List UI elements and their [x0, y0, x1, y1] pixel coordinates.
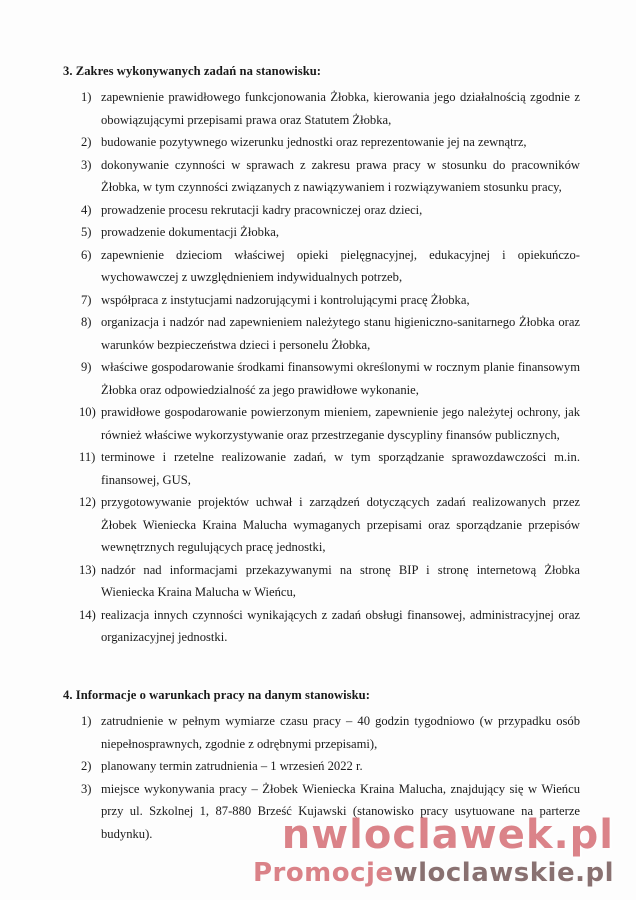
list-item-number: 2)	[81, 759, 92, 773]
list-item-number: 6)	[81, 247, 92, 262]
list-item-number: 12)	[79, 495, 96, 509]
task-list-item	[0, 446, 636, 491]
list-item-text: dokonywanie czynności w sprawach z zakresu prawa pracy w stosunku do pracowników Żłobka, w tym czynności związanych z nawiązywaniem i rozwiązywaniem stosunku pracy,	[101, 157, 580, 194]
task-list-item	[0, 221, 636, 244]
task-list-item	[0, 311, 636, 356]
list-item-text: prowadzenie dokumentacji Żłobka,	[101, 225, 279, 239]
watermark-logo-part1: Promocje	[252, 858, 394, 888]
list-item-text: właściwe gospodarowanie środkami finansowymi określonymi w rocznym planie finansowym Żłobka oraz odpowiedzialność za jego prawidłowe wykonanie,	[101, 360, 580, 397]
list-item-text: miejsce wykonywania pracy – Żłobek Wieniecka Kraina Malucha, znajdujący się w Wieńcu przy ul. Szkolnej 1, 87-880 Brześć Kujawski (stanowisko pracy usytuowane na parterze budynku).	[101, 781, 580, 841]
list-item-text: organizacja i nadzór nad zapewnieniem należytego stanu higieniczno-sanitarnego Żłobka oraz warunków bezpieczeństwa dzieci i personelu Żłobka,	[101, 315, 580, 352]
list-item-text: zapewnienie prawidłowego funkcjonowania Żłobka, kierowania jego działalnością zgodnie z obowiązującymi przepisami prawa oraz Statutem Żłobka,	[101, 90, 580, 127]
task-list-item	[0, 604, 636, 649]
list-item-text: przygotowywanie projektów uchwał i zarządzeń dotyczących zadań realizowanych przez Żłobek Wieniecka Kraina Malucha wymaganych przepisami oraz sporządzanie przepisów wewnętrznych regulujących pracę jednostki,	[101, 495, 580, 554]
list-item-text: terminowe i rzetelne realizowanie zadań, w tym sporządzanie sprawozdawczości m.in. finansowej, GUS,	[101, 450, 580, 487]
task-list-item	[0, 401, 636, 446]
task-list-item	[0, 559, 636, 604]
section-4-list	[0, 710, 636, 845]
list-item-number: 1)	[81, 90, 92, 104]
task-list-item	[0, 491, 636, 559]
list-item-text: zapewnienie dzieciom właściwej opieki pielęgnacyjnej, edukacyjnej i opiekuńczo-wychowawczej z uwzględnieniem indywidualnych potrzeb,	[101, 247, 580, 284]
task-list-item	[0, 356, 636, 401]
list-item-text: planowany termin zatrudnienia – 1 wrzesień 2022 r.	[101, 759, 363, 773]
task-list-item	[0, 289, 636, 312]
list-item-number: 9)	[81, 360, 92, 374]
section-4-heading: 4. Informacje o warunkach pracy na danym stanowisku:	[63, 688, 370, 702]
list-item-text: budowanie pozytywnego wizerunku jednostki oraz reprezentowanie jej na zewnątrz,	[101, 135, 527, 149]
task-list-item	[0, 131, 636, 154]
list-item-text: prowadzenie procesu rekrutacji kadry pracowniczej oraz dzieci,	[101, 202, 423, 217]
list-item-number: 3)	[81, 781, 92, 796]
list-item-text: prawidłowe gospodarowanie powierzonym mieniem, zapewnienie jego należytej ochrony, jak również właściwe wykorzystywanie oraz przestrzeganie dyscypliny finansów publicznych,	[101, 405, 580, 442]
list-item-text: realizacja innych czynności wynikających z zadań obsługi finansowej, administracyjnej oraz organizacyjnej jednostki.	[101, 607, 580, 644]
list-item-text: nadzór nad informacjami przekazywanymi na stronę BIP i stronę internetową Żłobka Wieniecka Kraina Malucha w Wieńcu,	[101, 562, 580, 599]
list-item-number: 3)	[81, 157, 92, 172]
section-3-list	[0, 86, 636, 649]
list-item-number: 2)	[81, 135, 92, 149]
list-item-number: 5)	[81, 225, 92, 239]
condition-list-item	[0, 710, 636, 755]
list-item-number: 11)	[79, 450, 96, 464]
list-item-number: 13)	[79, 562, 96, 577]
task-list-item	[0, 86, 636, 131]
watermark-logo-line2	[253, 858, 614, 888]
condition-list-item	[0, 755, 636, 778]
list-item-number: 10)	[79, 405, 96, 419]
list-item-number: 4)	[81, 202, 92, 217]
list-item-number: 1)	[81, 714, 92, 728]
task-list-item	[0, 154, 636, 199]
section-3-heading: 3. Zakres wykonywanych zadań na stanowisku:	[63, 64, 322, 78]
list-item-number: 8)	[81, 315, 92, 329]
list-item-number: 14)	[79, 607, 96, 622]
task-list-item	[0, 244, 636, 289]
watermark-logo-part2: wloclawskie.pl	[393, 858, 614, 888]
condition-list-item	[0, 778, 636, 846]
list-item-text: zatrudnienie w pełnym wymiarze czasu pracy – 40 godzin tygodniowo (w przypadku osób niepełnosprawnych, zgodnie z odrębnymi przepisami),	[101, 714, 580, 751]
watermark-logo-line1: nwloclawek.pl	[281, 812, 614, 858]
list-item-number: 7)	[81, 292, 92, 307]
list-item-text: współpraca z instytucjami nadzorującymi i kontrolującymi pracę Żłobka,	[101, 292, 470, 307]
task-list-item	[0, 199, 636, 222]
